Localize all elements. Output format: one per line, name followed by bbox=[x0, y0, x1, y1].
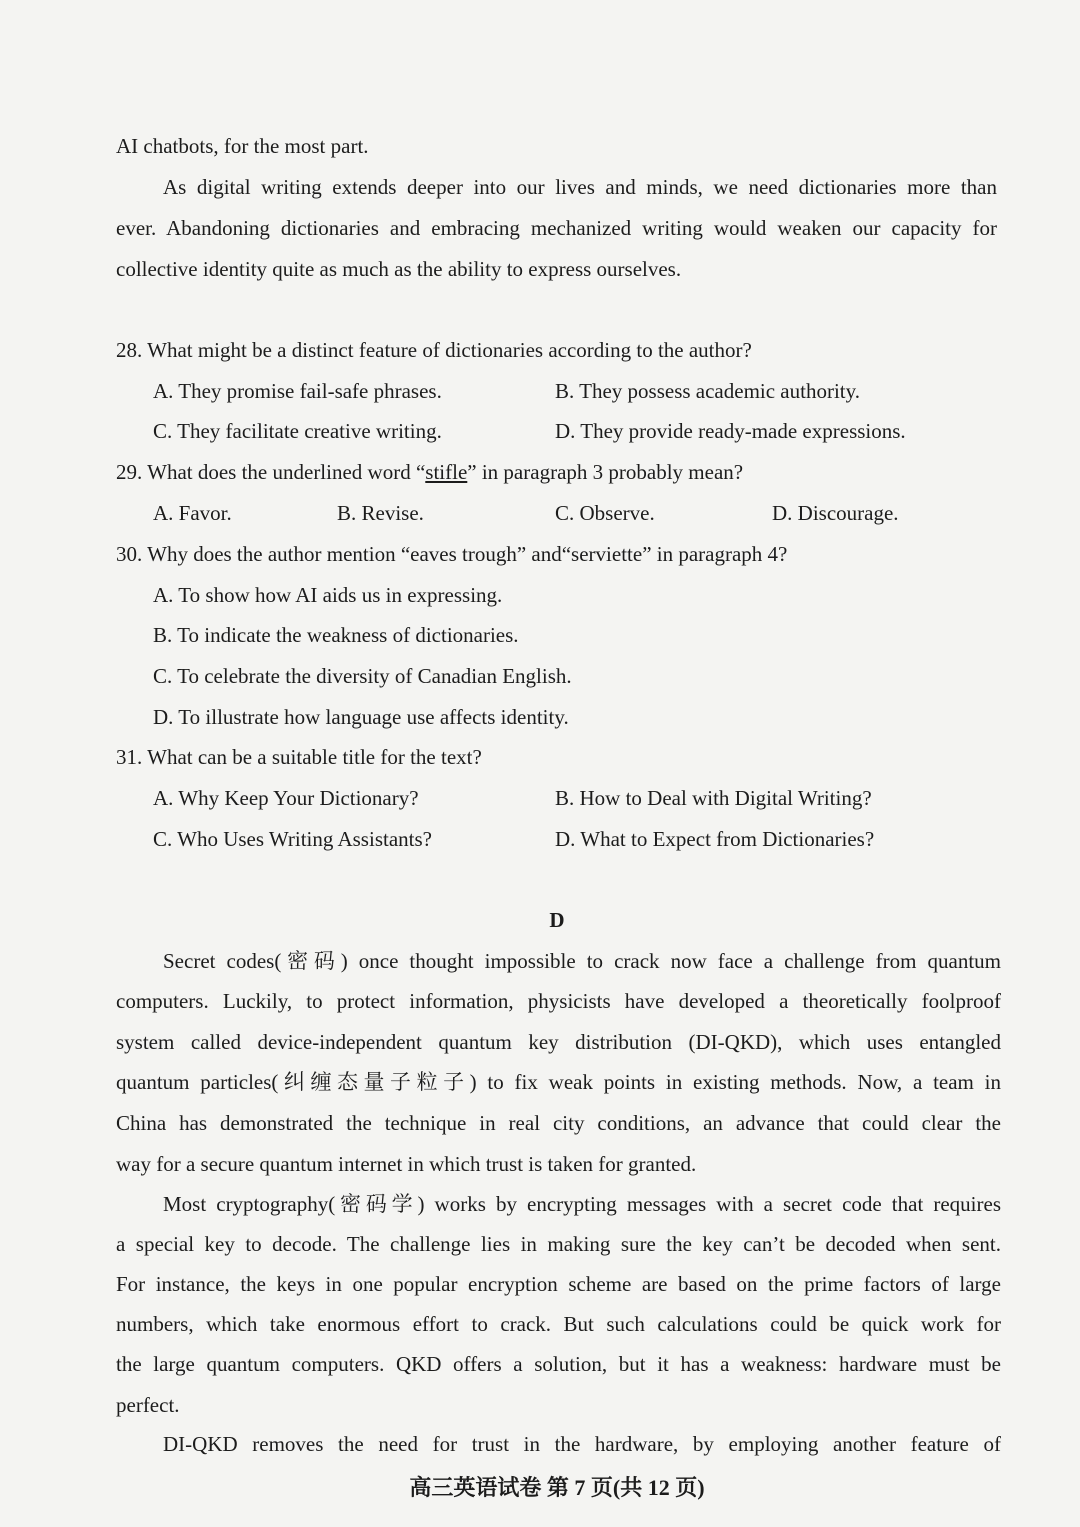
question-29-option-a: A. Favor. bbox=[153, 501, 232, 525]
passage-c-line-4: collective identity quite as much as the ability to express ourselves. bbox=[116, 257, 682, 281]
passage-c-line-3: ever. Abandoning dictionaries and embracing mechanized writing would weaken our capacity for bbox=[116, 216, 997, 240]
passage-d-p2-line-1: Most cryptography(密码学) works by encrypting messages with a secret code that requires bbox=[163, 1192, 1001, 1216]
passage-d-p1-line-5: China has demonstrated the technique in real city conditions, an advance that could clear the bbox=[116, 1111, 1001, 1135]
passage-d-p2-line-2: a special key to decode. The challenge lies in making sure the key can’t be decoded when sent. bbox=[116, 1232, 1001, 1256]
question-28-option-c: C. They facilitate creative writing. bbox=[153, 419, 442, 443]
question-31-option-d: D. What to Expect from Dictionaries? bbox=[555, 827, 875, 851]
question-28-option-a: A. They promise fail-safe phrases. bbox=[153, 379, 442, 403]
section-d-heading: D bbox=[549, 908, 565, 932]
passage-d-p1-line-6: way for a secure quantum internet in which trust is taken for granted. bbox=[116, 1152, 697, 1176]
passage-c-line-2: As digital writing extends deeper into our lives and minds, we need dictionaries more than bbox=[163, 175, 997, 199]
question-31-option-c: C. Who Uses Writing Assistants? bbox=[153, 827, 432, 851]
passage-d-p1-line-1: Secret codes(密码) once thought impossible to crack now face a challenge from quantum bbox=[163, 949, 1001, 973]
passage-d-p1-line-3: system called device-independent quantum key distribution (DI-QKD), which uses entangled bbox=[116, 1030, 1001, 1054]
page-footer: 高三英语试卷 第 7 页(共 12 页) bbox=[409, 1475, 705, 1500]
question-29-stem bbox=[116, 457, 743, 487]
passage-d-p2-line-6: perfect. bbox=[116, 1393, 180, 1417]
passage-d-p1-line-2: computers. Luckily, to protect information, physicists have developed a theoretically foolproof bbox=[116, 989, 1001, 1013]
passage-d-p3-line-1: DI-QKD removes the need for trust in the hardware, by employing another feature of bbox=[163, 1432, 1001, 1456]
question-31-stem: 31. What can be a suitable title for the text? bbox=[116, 745, 482, 769]
question-29-option-d: D. Discourage. bbox=[772, 501, 899, 525]
passage-d-p2-line-4: numbers, which take enormous effort to crack. But such calculations could be quick work for bbox=[116, 1312, 1001, 1336]
question-30-stem: 30. Why does the author mention “eaves trough” and“serviette” in paragraph 4? bbox=[116, 542, 788, 566]
question-28-stem: 28. What might be a distinct feature of dictionaries according to the author? bbox=[116, 338, 752, 362]
question-29-stem-post: ” in paragraph 3 probably mean? bbox=[467, 460, 744, 484]
passage-d-p2-line-3: For instance, the keys in one popular encryption scheme are based on the prime factors of large bbox=[116, 1272, 1001, 1296]
underlined-word-stifle: stifle bbox=[425, 460, 468, 484]
question-29-option-c: C. Observe. bbox=[555, 501, 655, 525]
passage-c-line-1: AI chatbots, for the most part. bbox=[116, 134, 369, 158]
question-31-option-b: B. How to Deal with Digital Writing? bbox=[555, 786, 872, 810]
passage-d-p2-line-5: the large quantum computers. QKD offers a solution, but it has a weakness: hardware must be bbox=[116, 1352, 1001, 1376]
question-30-option-d: D. To illustrate how language use affects identity. bbox=[153, 705, 569, 729]
question-28-option-b: B. They possess academic authority. bbox=[555, 379, 861, 403]
passage-d-p1-line-4: quantum particles(纠缠态量子粒子) to fix weak points in existing methods. Now, a team in bbox=[116, 1070, 1001, 1094]
question-29-option-b: B. Revise. bbox=[337, 501, 424, 525]
question-30-option-a: A. To show how AI aids us in expressing. bbox=[153, 583, 503, 607]
question-30-option-b: B. To indicate the weakness of dictionaries. bbox=[153, 623, 519, 647]
question-31-option-a: A. Why Keep Your Dictionary? bbox=[153, 786, 419, 810]
question-28-option-d: D. They provide ready-made expressions. bbox=[555, 419, 906, 443]
question-29-stem-pre: 29. What does the underlined word “ bbox=[116, 460, 426, 484]
question-30-option-c: C. To celebrate the diversity of Canadian English. bbox=[153, 664, 572, 688]
